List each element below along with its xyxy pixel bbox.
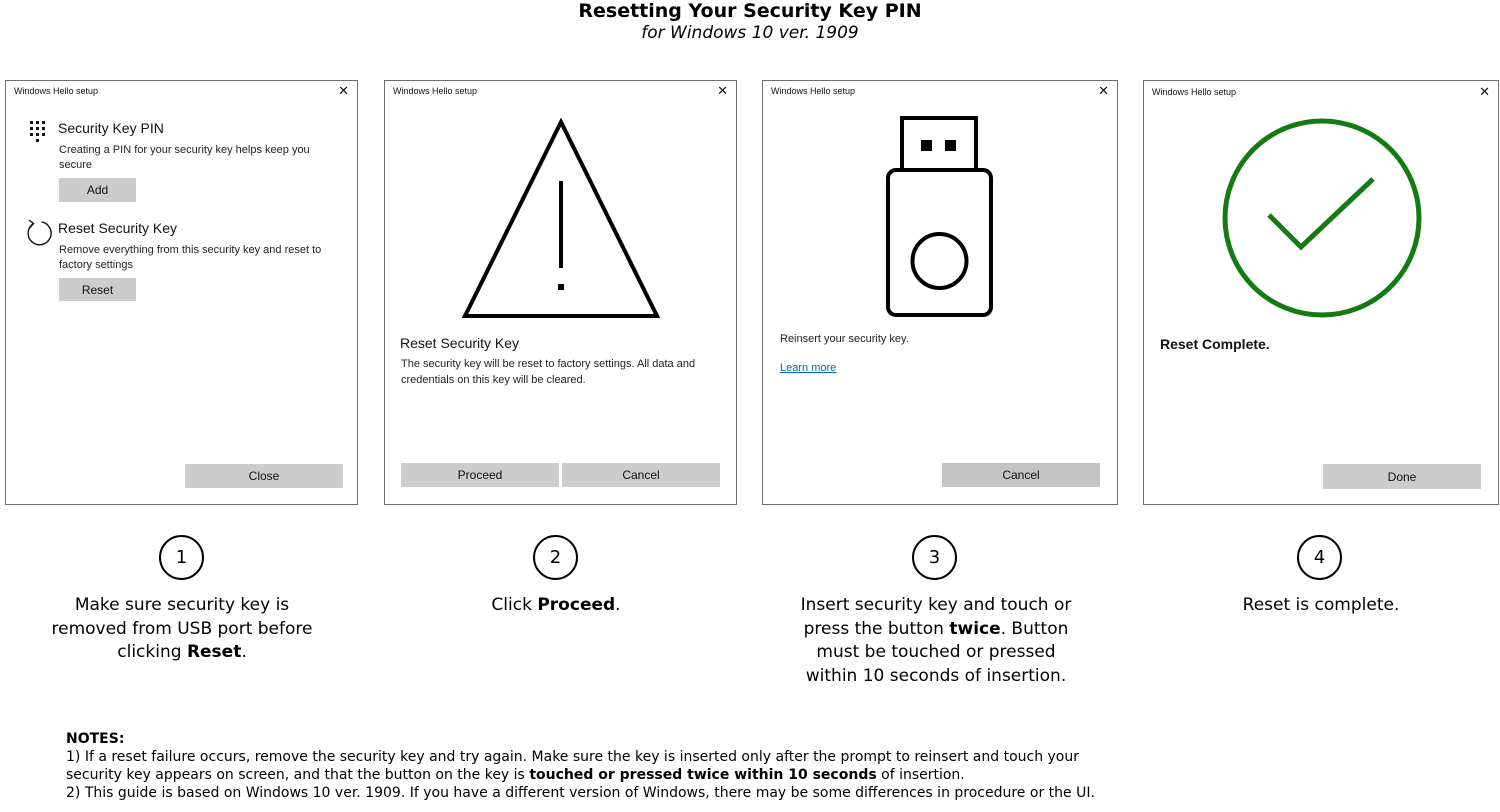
step-number-3: 3 <box>912 535 957 580</box>
cancel-button[interactable]: Cancel <box>942 463 1100 487</box>
warning-icon <box>460 118 662 320</box>
dialog-title: Windows Hello setup <box>393 86 478 96</box>
close-icon[interactable]: ✕ <box>1479 84 1490 99</box>
usb-key-icon <box>885 115 995 319</box>
page-title: Resetting Your Security Key PIN <box>578 0 922 22</box>
note-1-line-2: security key appears on screen, and that the button on the key is touched or pressed twice within 10 seconds of insertion. <box>66 767 965 783</box>
close-icon[interactable]: ✕ <box>717 83 728 98</box>
notes-heading: NOTES: <box>66 731 125 747</box>
reset-button[interactable]: Reset <box>59 278 136 301</box>
dialog-4 <box>1143 80 1499 505</box>
dialog-1 <box>5 80 358 505</box>
section-title-reset: Reset Security Key <box>58 220 178 236</box>
step-description-2: Click Proceed. <box>491 595 621 615</box>
close-icon[interactable]: ✕ <box>338 83 349 98</box>
cancel-button[interactable]: Cancel <box>562 463 720 487</box>
reset-icon <box>24 218 54 248</box>
close-icon[interactable]: ✕ <box>1098 83 1109 98</box>
learn-more-link[interactable]: Learn more <box>780 362 837 374</box>
section-text-reset-2: factory settings <box>59 259 133 271</box>
step-number-4: 4 <box>1297 535 1342 580</box>
reinsert-text: Reinsert your security key. <box>780 333 909 345</box>
step-description-4: Reset is complete. <box>1242 595 1400 615</box>
step-description-3: Insert security key and touch or press the button twice. Button must be touched or pressed within 10 seconds of insertion. <box>800 595 1072 686</box>
add-button[interactable]: Add <box>59 178 136 202</box>
proceed-button[interactable]: Proceed <box>401 463 559 487</box>
section-text-pin-1: Creating a PIN for your security key helps keep you <box>59 144 310 156</box>
checkmark-circle-icon <box>1221 117 1423 319</box>
note-2: 2) This guide is based on Windows 10 ver. 1909. If you have a different version of Windows, there may be some differences in procedure or the UI. <box>66 785 1095 801</box>
note-1-line-1: 1) If a reset failure occurs, remove the security key and try again. Make sure the key is inserted only after the prompt to reinsert and touch your <box>66 749 1080 765</box>
page-subtitle: for Windows 10 ver. 1909 <box>641 23 859 43</box>
dialog-heading: Reset Complete. <box>1160 336 1270 352</box>
close-button[interactable]: Close <box>185 464 343 488</box>
dialog-2 <box>384 80 737 505</box>
section-title-pin: Security Key PIN <box>58 120 164 136</box>
dialog-text-1: The security key will be reset to factory settings. All data and <box>401 358 696 370</box>
dialog-title: Windows Hello setup <box>771 86 856 96</box>
notes-block <box>66 730 1466 802</box>
dialog-text-2: credentials on this key will be cleared. <box>401 374 586 386</box>
section-text-reset-1: Remove everything from this security key and reset to <box>59 244 322 256</box>
step-number-1: 1 <box>159 535 204 580</box>
dialog-title: Windows Hello setup <box>1152 87 1237 97</box>
step-number-2: 2 <box>533 535 578 580</box>
dialog-heading: Reset Security Key <box>400 335 520 351</box>
done-button[interactable]: Done <box>1323 464 1481 489</box>
keypad-icon <box>30 121 50 143</box>
step-description-1: Make sure security key is removed from USB port before clicking Reset. <box>51 595 313 662</box>
section-text-pin-2: secure <box>59 159 93 171</box>
dialog-3 <box>762 80 1118 505</box>
dialog-title: Windows Hello setup <box>14 86 99 96</box>
